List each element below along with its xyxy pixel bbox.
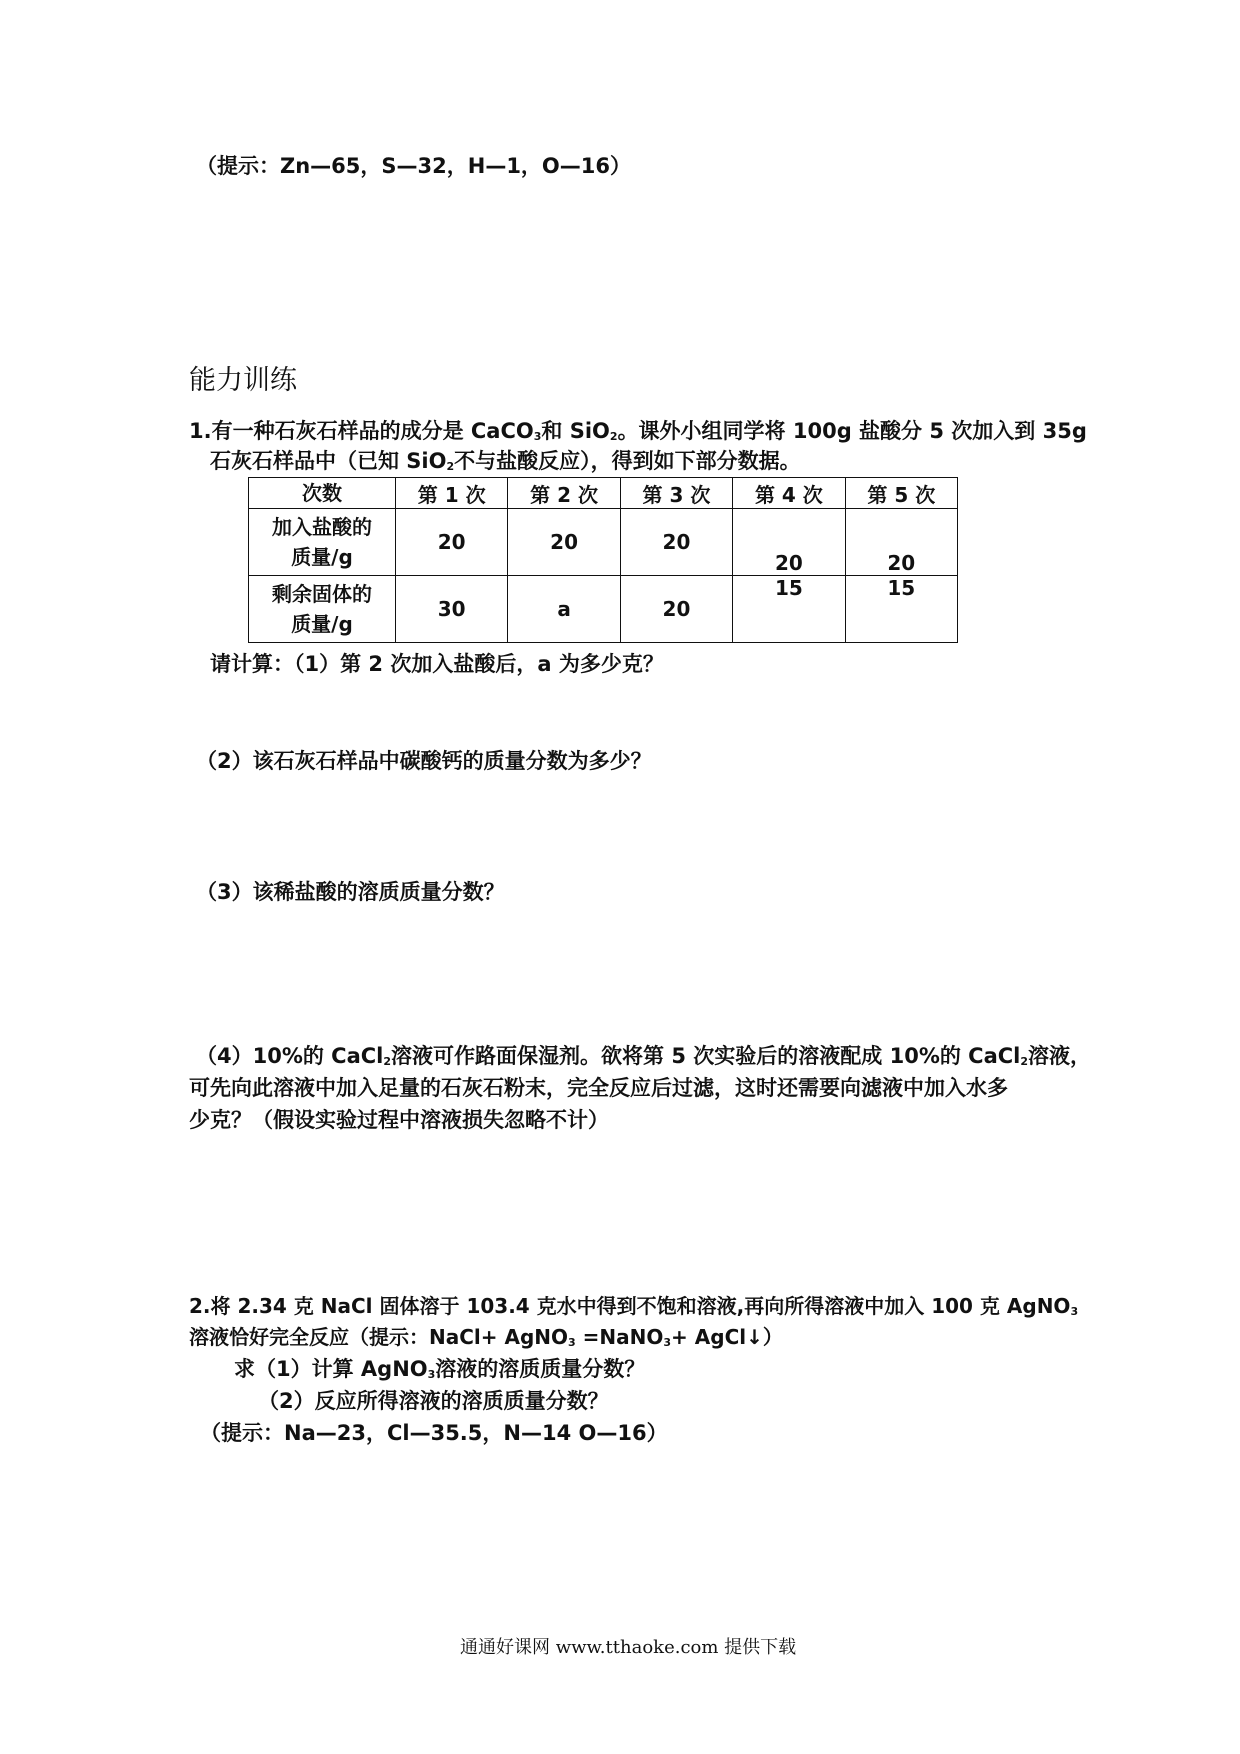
table-cell: 15 xyxy=(733,576,845,643)
sub-question-4-text: （4）10%的 CaCl xyxy=(196,1044,384,1068)
subscript: 3 xyxy=(533,430,542,443)
question-2-text: 求（1）计算 AgNO xyxy=(234,1357,428,1381)
question-1-text: 1.有一种石灰石样品的成分是 CaCO xyxy=(189,419,534,443)
question-2-text: 溶液恰好完全反应（提示：NaCl+ AgNO xyxy=(189,1325,569,1349)
table-header-cell: 次数 xyxy=(249,478,396,509)
table-cell: 20 xyxy=(845,509,957,576)
table-cell: a xyxy=(508,576,620,643)
question-1-text: 。课外小组同学将 100g 盐酸分 5 次加入到 35g xyxy=(617,419,1087,443)
table-header-cell: 第 4 次 xyxy=(733,478,845,509)
question-2-line-1 xyxy=(189,1292,1078,1320)
question-1-line-2 xyxy=(210,447,801,475)
question-1-text: 和 SiO xyxy=(541,419,610,443)
subscript: 3 xyxy=(663,1336,672,1349)
table-cell: 20 xyxy=(620,509,732,576)
hint-atomic-masses-2: （提示：Na—23，Cl—35.5，N—14 O—16） xyxy=(200,1421,668,1445)
sub-question-2: （2）该石灰石样品中碳酸钙的质量分数为多少？ xyxy=(196,749,652,773)
question-2-text: 2.将 2.34 克 NaCl 固体溶于 103.4 克水中得到不饱和溶液,再向所得溶液中加入 100 克 AgNO xyxy=(189,1294,1071,1318)
question-2-text: =NaNO xyxy=(575,1325,664,1349)
table-header-cell: 第 1 次 xyxy=(396,478,508,509)
table-row-label xyxy=(249,509,396,576)
question-2-sub-question-1 xyxy=(234,1355,645,1383)
subscript: 3 xyxy=(1070,1305,1079,1318)
sub-question-3: （3）该稀盐酸的溶质质量分数？ xyxy=(196,880,505,904)
row-label-line: 剩余固体的 xyxy=(272,582,372,606)
section-title: 能力训练 xyxy=(189,365,297,396)
question-1-text: 不与盐酸反应），得到如下部分数据。 xyxy=(454,449,801,473)
sub-question-4-line-1 xyxy=(196,1042,1091,1070)
table-cell: 20 xyxy=(508,509,620,576)
table-header-cell: 第 2 次 xyxy=(508,478,620,509)
subscript: 2 xyxy=(1020,1055,1029,1068)
subscript: 2 xyxy=(383,1055,392,1068)
footer-credit: 通通好课网 www.tthaoke.com 提供下载 xyxy=(460,1637,797,1658)
subscript: 3 xyxy=(568,1336,576,1349)
experiment-data-table xyxy=(248,477,958,643)
question-2-sub-question-2: （2）反应所得溶液的溶质质量分数？ xyxy=(258,1389,609,1413)
row-label-line: 加入盐酸的 xyxy=(272,515,372,539)
hint-atomic-masses-1: （提示：Zn—65，S—32，H—1，O—16） xyxy=(196,154,632,178)
table-cell: 20 xyxy=(620,576,732,643)
table-header-row xyxy=(249,478,958,509)
question-1-line-1 xyxy=(189,417,1087,445)
table-row-label xyxy=(249,576,396,643)
table-cell: 30 xyxy=(396,576,508,643)
subscript: 2 xyxy=(609,430,618,443)
sub-question-4-text: 溶液， xyxy=(1028,1044,1092,1068)
sub-question-4-line-3: 少克？（假设实验过程中溶液损失忽略不计） xyxy=(189,1108,609,1132)
sub-question-1: 请计算：（1）第 2 次加入盐酸后，a 为多少克？ xyxy=(210,652,664,676)
table-cell: 15 xyxy=(845,576,957,643)
question-2-text: 溶液的溶质质量分数？ xyxy=(435,1357,646,1381)
question-2-text: + AgCl↓） xyxy=(671,1325,783,1349)
table-row-remaining-solid xyxy=(249,576,958,643)
subscript: 3 xyxy=(427,1368,436,1381)
subscript: 2 xyxy=(446,460,455,473)
sub-question-4-text: 溶液可作路面保湿剂。欲将第 5 次实验后的溶液配成 10%的 CaCl xyxy=(391,1044,1021,1068)
row-label-line: 质量/g xyxy=(291,545,353,569)
sub-question-4-line-2: 可先向此溶液中加入足量的石灰石粉末，完全反应后过滤，这时还需要向滤液中加入水多 xyxy=(189,1076,1008,1100)
row-label-line: 质量/g xyxy=(291,612,353,636)
table-cell: 20 xyxy=(733,509,845,576)
table-header-cell: 第 5 次 xyxy=(845,478,957,509)
question-1-text: 石灰石样品中（已知 SiO xyxy=(210,449,447,473)
question-2-line-2 xyxy=(189,1323,783,1351)
table-header-cell: 第 3 次 xyxy=(620,478,732,509)
table-cell: 20 xyxy=(396,509,508,576)
table-row-acid-mass xyxy=(249,509,958,576)
